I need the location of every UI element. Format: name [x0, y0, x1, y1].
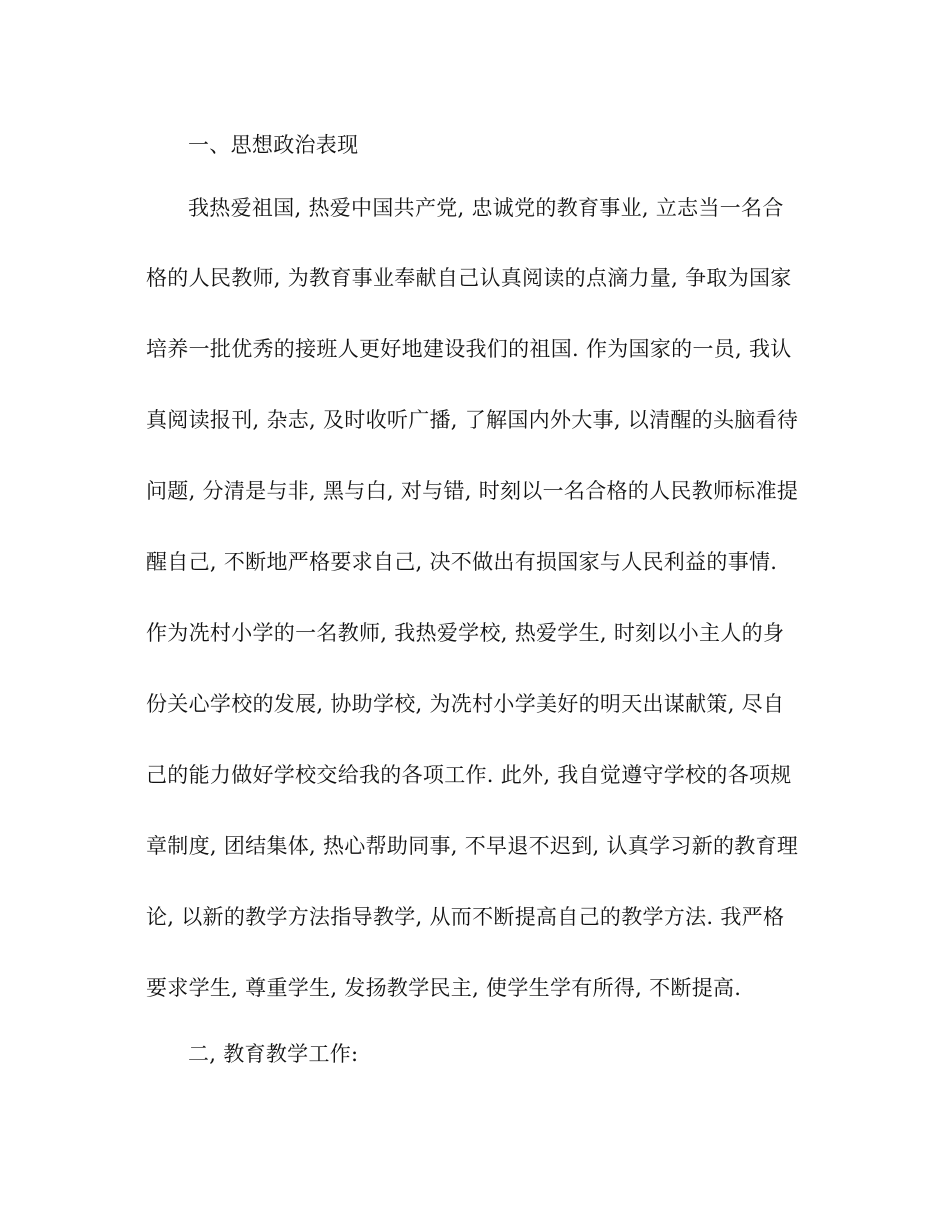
paragraph-line: 章制度, 团结集体, 热心帮助同事, 不早退不迟到, 认真学习新的教育理 [146, 834, 799, 858]
paragraph-line: 格的人民教师, 为教育事业奉献自己认真阅读的点滴力量, 争取为国家 [146, 266, 792, 290]
paragraph-line: 真阅读报刊, 杂志, 及时收听广播, 了解国内外大事, 以清醒的头脑看待 [146, 408, 799, 432]
paragraph-line: 论, 以新的教学方法指导教学, 从而不断提高自己的教学方法. 我严格 [146, 905, 785, 929]
paragraph-line: 醒自己, 不断地严格要求自己, 决不做出有损国家与人民利益的事情. [146, 550, 778, 574]
paragraph-line: 问题, 分清是与非, 黑与白, 对与错, 时刻以一名合格的人民教师标准提 [146, 479, 799, 503]
paragraph-line: 要求学生, 尊重学生, 发扬教学民主, 使学生学有所得, 不断提高. [146, 976, 742, 1000]
section-heading-teaching: 二, 教育教学工作: [188, 1042, 359, 1066]
paragraph-line: 作为冼村小学的一名教师, 我热爱学校, 热爱学生, 时刻以小主人的身 [146, 621, 785, 645]
paragraph-line: 我热爱祖国, 热爱中国共产党, 忠诚党的教育事业, 立志当一名合 [188, 196, 784, 220]
paragraph-line: 己的能力做好学校交给我的各项工作. 此外, 我自觉遵守学校的各项规 [146, 763, 792, 787]
paragraph-line: 份关心学校的发展, 协助学校, 为冼村小学美好的明天出谋献策, 尽自 [146, 692, 785, 716]
section-heading-political: 一、思想政治表现 [188, 133, 359, 157]
paragraph-line: 培养一批优秀的接班人更好地建设我们的祖国. 作为国家的一员, 我认 [146, 337, 792, 361]
